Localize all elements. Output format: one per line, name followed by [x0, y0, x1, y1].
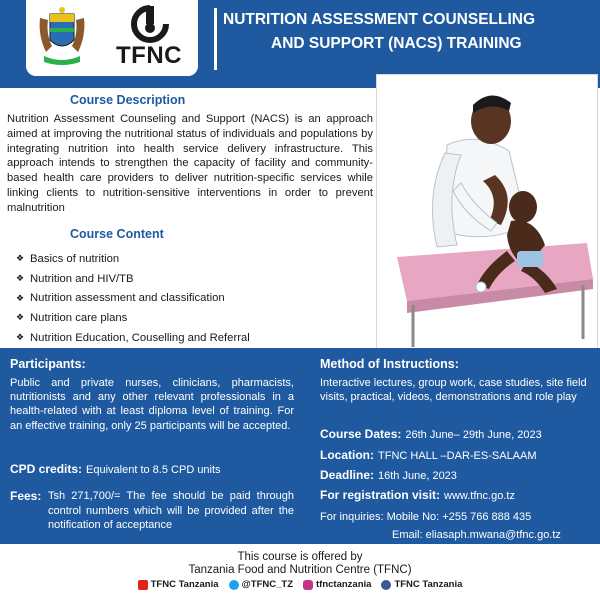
deadline-label: Deadline: — [320, 468, 375, 482]
deadline-row — [320, 468, 457, 482]
facebook-icon — [381, 580, 391, 590]
method-text: Interactive lectures, group work, case studies, site field visits, practical, videos, demonstrations and role play — [320, 377, 587, 404]
deadline-value: 16th June, 2023 — [378, 470, 457, 482]
participants-heading: Participants: — [10, 357, 86, 371]
course-dates-row — [320, 427, 542, 441]
offered-by-line: This course is offered by — [237, 551, 363, 563]
registration-link[interactable]: www.tfnc.go.tz — [444, 490, 515, 502]
list-item: ❖ Nutrition assessment and classification — [16, 292, 225, 305]
list-item: ❖ Basics of nutrition — [16, 252, 120, 265]
location-value: TFNC HALL –DAR-ES-SALAAM — [378, 450, 537, 462]
registration-label: For registration visit: — [320, 488, 441, 502]
social-twitter[interactable]: @TFNC_TZ — [229, 579, 293, 590]
cpd-value: Equivalent to 8.5 CPD units — [86, 464, 221, 476]
diamond-bullet-icon: ❖ — [16, 292, 25, 303]
method-heading: Method of Instructions: — [320, 357, 459, 371]
email-link[interactable]: eliasaph.mwana@tfnc.go.tz — [425, 529, 561, 541]
fees-value: Tsh 271,700/= The fee should be paid through control numbers which will be provided after the notification of acceptance — [48, 490, 294, 532]
course-content-heading: Course Content — [70, 227, 164, 241]
youtube-icon — [138, 580, 148, 590]
fees-label: Fees: — [10, 489, 42, 503]
diamond-bullet-icon: ❖ — [16, 332, 25, 343]
registration-row — [320, 488, 515, 502]
info-band — [0, 348, 600, 544]
page-title — [214, 8, 594, 70]
course-content-list — [16, 249, 250, 347]
location-label: Location: — [320, 448, 374, 462]
list-item: ❖ Nutrition Education, Couselling and Referral — [16, 331, 250, 344]
diamond-bullet-icon: ❖ — [16, 253, 25, 264]
dates-value: 26th June– 29th June, 2023 — [405, 429, 542, 441]
instagram-icon — [303, 580, 313, 590]
cpd-credits-row — [10, 462, 221, 476]
social-instagram[interactable]: tfnctanzania — [303, 579, 371, 590]
location-row — [320, 448, 537, 462]
dates-label: Course Dates: — [320, 427, 402, 441]
nurse-child-illustration — [376, 74, 598, 350]
tfnc-logo-text: TFNC — [116, 42, 182, 69]
diamond-bullet-icon: ❖ — [16, 312, 25, 323]
diamond-bullet-icon: ❖ — [16, 273, 25, 284]
social-facebook[interactable]: TFNC Tanzania — [381, 579, 462, 590]
list-item: ❖ Nutrition and HIV/TB — [16, 272, 134, 285]
inquiries-email-row — [392, 529, 561, 541]
social-youtube[interactable]: TFNC Tanzania — [138, 579, 219, 590]
coat-of-arms-icon — [36, 6, 88, 68]
organization-name: Tanzania Food and Nutrition Centre (TFNC) — [188, 564, 412, 576]
cpd-label: CPD credits: — [10, 462, 83, 476]
nurse-examining-child-image — [377, 75, 599, 351]
title-line-2: AND SUPPORT (NACS) TRAINING — [271, 35, 522, 52]
mobile-number[interactable]: +255 766 888 435 — [442, 511, 532, 523]
title-line-1: NUTRITION ASSESSMENT COUNSELLING — [223, 11, 536, 28]
twitter-icon — [229, 580, 239, 590]
course-description-text: Nutrition Assessment Counseling and Support (NACS) is an approach aimed at improving the nutritional status of individuals and populations by integrating nutrition into health service delivery infrastructure. This approach intends to strengthen the capacity of facility and community-based health care providers to deliver nutrition-specific services while linking clients to nutrition-sensitive interventions in order to prevent malnutrition — [7, 113, 373, 214]
social-links — [0, 579, 600, 590]
tfnc-logo-mark-icon — [130, 4, 170, 44]
email-label: Email: — [392, 529, 423, 541]
inquiries-mobile-row — [320, 511, 531, 523]
course-description-heading: Course Description — [70, 93, 186, 107]
participants-text: Public and private nurses, clinicians, pharmacists, nutritionists and any other relevant professionals in a health-related with at least diploma level of training. For an effective training, only 25 participants will be accepted. — [10, 377, 294, 432]
logo-panel — [26, 0, 198, 76]
mobile-label: For inquiries: Mobile No: — [320, 511, 440, 523]
list-item: ❖ Nutrition care plans — [16, 311, 128, 324]
